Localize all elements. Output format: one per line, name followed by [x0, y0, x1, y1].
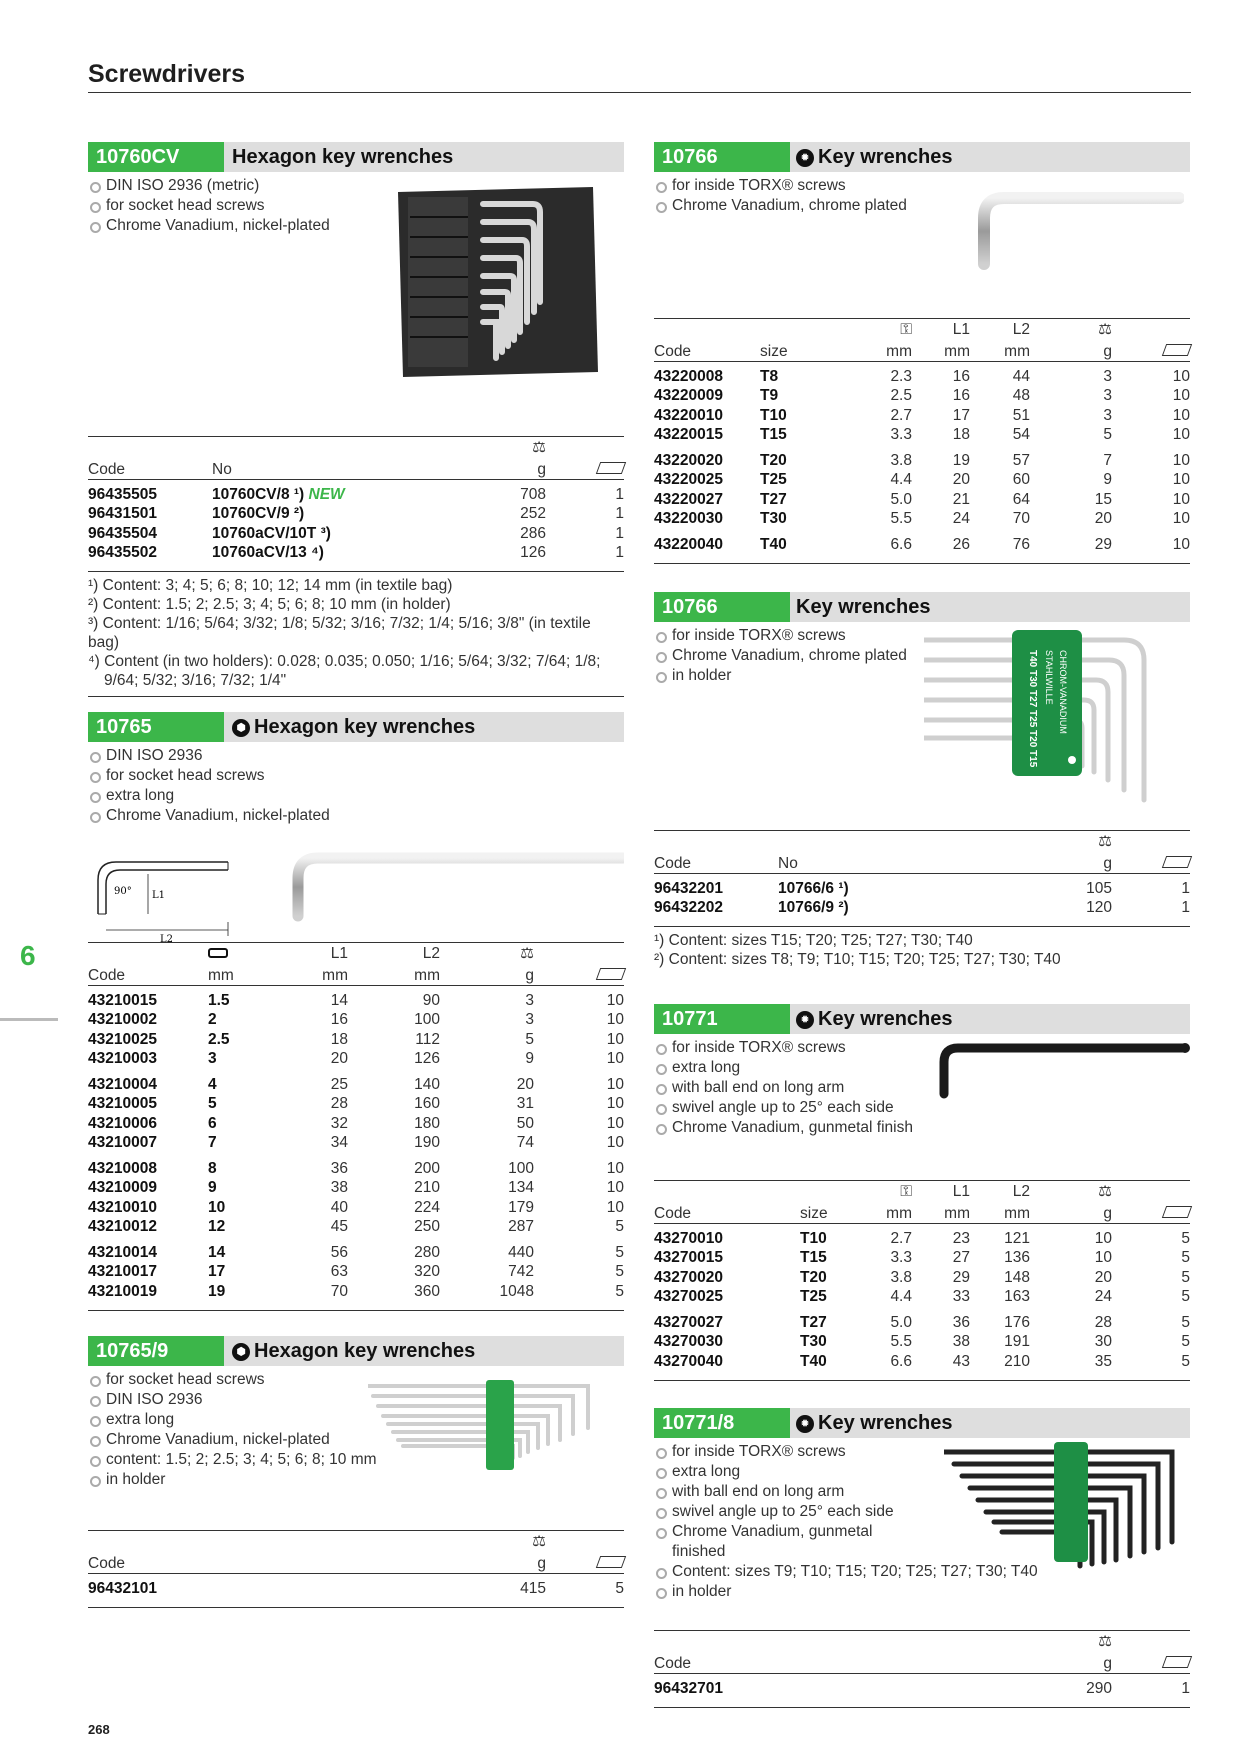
footnote: ¹) Content: sizes T15; T20; T25; T27; T30; T40 — [654, 932, 973, 949]
footnotes — [88, 576, 624, 690]
col-code: Code — [88, 457, 212, 479]
section-code: 10765 — [88, 712, 224, 742]
col-size: size — [800, 1201, 876, 1223]
table-10766-holder — [654, 831, 1190, 918]
table-row: 43270040 T40 6.6 43 210 35 5 — [654, 1352, 1190, 1370]
scale-icon: ⚖ — [1098, 833, 1112, 850]
table-row: 43270027 T27 5.0 36 176 28 5 — [654, 1313, 1190, 1331]
torx-badge-icon: ✹ — [796, 149, 814, 167]
table-row: 43270010 T10 2.7 23 121 10 5 — [654, 1229, 1190, 1247]
table-row: 96432201 10766/6 ¹) 105 1 — [654, 879, 1190, 897]
table-row: 43210005 5 28 160 31 10 — [88, 1095, 624, 1113]
torx-holder-image — [924, 630, 1184, 810]
table-bottom-rule — [654, 563, 1190, 564]
l1-label: L1 — [152, 890, 166, 901]
table-row: 43220008 T8 2.3 16 44 3 10 — [654, 367, 1190, 385]
feature-item: in holder — [88, 1470, 624, 1490]
section-header — [88, 1336, 624, 1366]
box-icon — [1162, 856, 1192, 868]
table-row: 43210008 8 36 200 100 10 — [88, 1159, 624, 1177]
footnote: ¹) Content: 3; 4; 5; 6; 8; 10; 12; 14 mm (in textile bag) — [88, 577, 453, 594]
l2-label: L2 — [160, 934, 174, 945]
col-mm: mm — [208, 963, 248, 985]
table-row: 43270030 T30 5.5 38 191 30 5 — [654, 1333, 1190, 1351]
new-badge: NEW — [308, 485, 345, 503]
table-row: 43210006 6 32 180 50 10 — [88, 1114, 624, 1132]
col-code: Code — [88, 963, 208, 985]
table-row: 43220009 T9 2.5 16 48 3 10 — [654, 387, 1190, 405]
section-code: 10771 — [654, 1004, 790, 1034]
dimension-diagram — [88, 856, 238, 946]
scale-icon: ⚖ — [532, 1533, 546, 1550]
footnotes — [654, 931, 1190, 969]
feature-item: extra long — [88, 786, 624, 806]
table-row: 43210003 3 20 126 9 10 — [88, 1050, 624, 1068]
feature-item: extra long — [88, 1410, 624, 1430]
table-row: 43220020 T20 3.8 19 57 7 10 — [654, 451, 1190, 469]
feature-item: DIN ISO 2936 — [88, 746, 624, 766]
section-title: Hexagon key wrenches — [232, 146, 454, 168]
table-row: 43270015 T15 3.3 27 136 10 5 — [654, 1249, 1190, 1267]
col-code: Code — [654, 1651, 1028, 1673]
table-body — [88, 985, 624, 1302]
feature-item: in holder — [654, 666, 1190, 686]
notes-rule — [88, 696, 624, 697]
holder-sizes-text: T40 T30 T27 T25 T20 T15 — [1027, 650, 1038, 768]
hex-badge-icon: ⬢ — [232, 1343, 250, 1361]
table-row: 96435504 10760aCV/10T ³) 286 1 — [88, 524, 624, 542]
feature-item: in holder — [654, 1582, 1190, 1602]
table-row: 43210007 7 34 190 74 10 — [88, 1134, 624, 1152]
section-header — [654, 1408, 1190, 1438]
table-row: 43270025 T25 4.4 33 163 24 5 — [654, 1288, 1190, 1306]
chapter-rule — [0, 1018, 58, 1021]
table-10760cv — [88, 437, 624, 563]
section-header — [654, 142, 1190, 172]
section-10765-9 — [88, 1336, 624, 1490]
feature-item: for inside TORX® screws — [654, 176, 1190, 196]
footnote: ²) Content: 1.5; 2; 2.5; 3; 4; 5; 6; 8; 10 mm (in holder) — [88, 596, 451, 613]
section-code: 10766 — [654, 592, 790, 622]
table-row: 43210019 19 70 360 1048 5 — [88, 1282, 624, 1300]
table-row: 43220010 T10 2.7 17 51 3 10 — [654, 406, 1190, 424]
col-g: g — [440, 963, 534, 985]
table-row: 43220025 T25 4.4 20 60 9 10 — [654, 471, 1190, 489]
table-10771-wrap — [654, 1180, 1190, 1381]
table-10765-9 — [88, 1531, 624, 1599]
angle-label: 90° — [114, 886, 132, 897]
table-10765-9-wrap — [88, 1530, 624, 1608]
section-header — [654, 1004, 1190, 1034]
gunmetal-key-image — [930, 1042, 1190, 1102]
feature-item: for socket head screws — [88, 196, 624, 216]
col-g: g — [462, 457, 546, 479]
box-icon — [596, 462, 626, 474]
footnote: ²) Content: sizes T8; T9; T10; T15; T20; T25; T27; T30; T40 — [654, 951, 1061, 968]
section-header — [88, 712, 624, 742]
section-code: 10765/9 — [88, 1336, 224, 1366]
footnote: ⁴) Content (in two holders): 0.028; 0.035; 0.050; 1/16; 5/64; 3/32; 7/64; 1/8; — [88, 653, 601, 670]
feature-item: Chrome Vanadium, chrome plated — [654, 646, 1190, 666]
table-row: 96432202 10766/9 ²) 120 1 — [654, 899, 1190, 917]
table-row: 96435502 10760aCV/13 ⁴) 126 1 — [88, 544, 624, 562]
scale-icon: ⚖ — [520, 945, 534, 962]
col-code: Code — [88, 1551, 462, 1573]
section-10766-holder — [654, 592, 1190, 768]
feature-item: with ball end on long arm — [654, 1078, 1190, 1098]
table-10766-wrap — [654, 318, 1190, 564]
scale-icon: ⚖ — [1098, 1633, 1112, 1650]
section-title: ⬢ Hexagon key wrenches — [232, 712, 475, 742]
long-key-image — [278, 852, 624, 932]
table-row: 43210010 10 40 224 179 10 — [88, 1198, 624, 1216]
table-bottom-rule — [88, 1310, 624, 1311]
table-bottom-rule — [654, 1380, 1190, 1381]
title-rule — [88, 92, 1191, 93]
scale-icon: ⚖ — [532, 439, 546, 456]
section-10771-8 — [654, 1408, 1190, 1602]
col-g: g — [1028, 851, 1112, 873]
feature-item: for inside TORX® screws — [654, 1038, 1190, 1058]
section-title: ✹ Key wrenches — [796, 142, 953, 172]
table-row: 43210014 14 56 280 440 5 — [88, 1243, 624, 1261]
table-row: 96432101 415 5 — [88, 1579, 624, 1597]
key-size-icon — [208, 948, 228, 958]
col-l2: L2 — [422, 945, 440, 962]
feature-item: for socket head screws — [88, 1370, 624, 1390]
torx-badge-icon: ✹ — [796, 1011, 814, 1029]
section-code: 10771/8 — [654, 1408, 790, 1438]
section-10760cv — [88, 142, 624, 236]
section-title: ⬢ Hexagon key wrenches — [232, 1336, 475, 1366]
box-icon — [1162, 344, 1192, 356]
hex-badge-icon: ⬢ — [232, 719, 250, 737]
table-row: 43270020 T20 3.8 29 148 20 5 — [654, 1268, 1190, 1286]
table-row: 43220027 T27 5.0 21 64 15 10 — [654, 490, 1190, 508]
section-title: ✹ Key wrenches — [796, 1408, 953, 1438]
table-10766: ⚿ L1 L2 ⚖ Code size mm mm mm g 43220008 T8 2.3 16 44 3 10 43220009 T9 2.5 16 48 3 10 43220010 T10 2.7 17 51 3 10 43220015 T15 3.3 18 54 5 10 43220020 T20 3.8 19 57 7 10 43220025 T25 4.4 20 60 9 10 43220027 T27 5.0 21 64 15 10 43220030 T30 5.5 24 70 20 10 43220040 T40 6.6 26 76 29 10 — [654, 319, 1190, 555]
holder-brand-text: STAHLWILLE — [1044, 650, 1054, 705]
footnote: ³) Content: 1/16; 5/64; 3/32; 1/8; 5/32; 3/16; 7/32; 1/4; 5/16; 3/8" (in textile bag) — [88, 615, 591, 651]
table-row: 43210012 12 45 250 287 5 — [88, 1218, 624, 1236]
feature-item: Chrome Vanadium, chrome plated — [654, 196, 1190, 216]
section-10765 — [88, 712, 624, 945]
section-code: 10766 — [654, 142, 790, 172]
table-row: 96435505 10760CV/8 ¹) NEW 708 1 — [88, 485, 624, 503]
table-row: 43210002 2 16 100 3 10 — [88, 1011, 624, 1029]
col-l1: L1 — [330, 945, 348, 962]
scale-icon: ⚖ — [1098, 1183, 1112, 1200]
feature-item: extra long — [654, 1058, 1190, 1078]
col-no: No — [778, 851, 1028, 873]
feature-item: Chrome Vanadium, nickel-plated — [88, 216, 624, 236]
col-g: g — [1028, 1651, 1112, 1673]
col-g: g — [1030, 339, 1112, 361]
table-10766-holder-wrap — [654, 830, 1190, 969]
feature-item: Content: sizes T9; T10; T15; T20; T25; T27; T30; T40 — [654, 1562, 1190, 1582]
section-10771 — [654, 1004, 1190, 1138]
torx-key-image — [964, 184, 1184, 274]
table-row: 96432701 290 1 — [654, 1679, 1190, 1697]
table-10771: ⚿ L1 L2 ⚖ Code size mm mm mm g 43270010 T10 2.7 23 121 10 5 43270015 T15 3.3 27 136 10 5 43270020 T20 3.8 29 148 20 5 43270025 T25 4.4 33 163 24 5 43270027 T27 5.0 36 176 28 5 43270030 T30 5.5 38 191 30 5 43270040 T40 6.6 43 210 35 5 — [654, 1181, 1190, 1372]
feature-item: for socket head screws — [88, 766, 624, 786]
table-row: 43220030 T30 5.5 24 70 20 10 — [654, 510, 1190, 528]
table-bottom-rule — [654, 926, 1190, 927]
col-code: Code — [654, 851, 778, 873]
col-no: No — [212, 457, 462, 479]
table-body — [654, 361, 1190, 555]
box-icon — [596, 968, 626, 980]
feature-item: Chrome Vanadium, nickel-plated — [88, 806, 624, 826]
table-row: 43210004 4 25 140 20 10 — [88, 1075, 624, 1093]
feature-item: DIN ISO 2936 — [88, 1390, 624, 1410]
feature-item: Chrome Vanadium, gunmetal finish — [654, 1118, 1190, 1138]
section-title: Key wrenches — [796, 596, 931, 618]
page-number: 268 — [88, 1722, 110, 1737]
table-bottom-rule — [654, 1707, 1190, 1708]
section-10766-single — [654, 142, 1190, 216]
table-10765-wrap — [88, 942, 624, 1311]
feature-item: Chrome Vanadium, nickel-plated — [88, 1430, 624, 1450]
feature-item: for inside TORX® screws — [654, 626, 1190, 646]
key-set-holder-image — [368, 1378, 618, 1478]
col-code: Code — [654, 339, 760, 361]
feature-item: for inside TORX® screws — [654, 1442, 1190, 1462]
table-10771-8 — [654, 1631, 1190, 1699]
gunmetal-holder-image — [944, 1442, 1190, 1572]
table-row: 96431501 10760CV/9 ²) 252 1 — [88, 505, 624, 523]
scale-icon: ⚖ — [1098, 321, 1112, 338]
box-icon — [596, 1556, 626, 1568]
footnote: 9/64; 5/32; 3/16; 7/32; 1/4" — [104, 672, 287, 689]
table-row: 43210025 2.5 18 112 5 10 — [88, 1030, 624, 1048]
feature-item: swivel angle up to 25° each side — [654, 1098, 1190, 1118]
feature-item: DIN ISO 2936 (metric) — [88, 176, 624, 196]
section-header — [654, 592, 1190, 622]
textile-bag-image — [388, 182, 608, 382]
col-code: Code — [654, 1201, 800, 1223]
torx-badge-icon: ✹ — [796, 1415, 814, 1433]
table-row: 43210017 17 63 320 742 5 — [88, 1263, 624, 1281]
table-row: 43220040 T40 6.6 26 76 29 10 — [654, 535, 1190, 553]
feature-item: content: 1.5; 2; 2.5; 3; 4; 5; 6; 8; 10 mm — [88, 1450, 624, 1470]
section-title: ✹ Key wrenches — [796, 1004, 953, 1034]
table-bottom-rule — [88, 571, 624, 572]
box-icon — [1162, 1206, 1192, 1218]
table-row: 43210015 1.5 14 90 3 10 — [88, 991, 624, 1009]
chapter-tab: 6 — [20, 940, 36, 971]
feature-item: extra long — [654, 1462, 1190, 1482]
table-10771-8-wrap — [654, 1630, 1190, 1708]
box-icon — [1162, 1656, 1192, 1668]
feature-item: Chrome Vanadium, gunmetal finished — [654, 1522, 884, 1562]
table-10765: L1 L2 ⚖ Code mm mm mm g 43210015 1.5 14 90 3 10 43210002 2 16 100 3 10 43210025 2.5 18 112 5 10 43210003 3 20 126 9 10 43210004 4 25 140 20 10 43210005 5 28 160 31 10 43210006 6 32 180 50 10 43210007 7 34 190 74 10 43210008 8 36 200 100 10 43210009 9 38 210 134 10 43210010 10 40 224 179 10 43210012 12 45 250 287 5 43210014 14 56 280 440 5 43210017 17 63 320 742 5 43210019 19 70 360 1048 5 — [88, 943, 624, 1302]
table-bottom-rule — [88, 1607, 624, 1608]
table-body — [654, 1223, 1190, 1372]
section-header — [88, 142, 624, 172]
col-g: g — [1030, 1201, 1112, 1223]
table-row: 43210009 9 38 210 134 10 — [88, 1179, 624, 1197]
page-title: Screwdrivers — [88, 60, 246, 88]
feature-item: swivel angle up to 25° each side — [654, 1502, 1190, 1522]
feature-item: with ball end on long arm — [654, 1482, 1190, 1502]
feature-list — [88, 746, 624, 826]
table-row: 43220015 T15 3.3 18 54 5 10 — [654, 426, 1190, 444]
table-10760cv-wrap — [88, 436, 624, 697]
col-g: g — [462, 1551, 546, 1573]
holder-material-text: CHROM-VANADIUM — [1058, 650, 1068, 734]
col-size: size — [760, 339, 876, 361]
section-code: 10760CV — [88, 142, 224, 172]
